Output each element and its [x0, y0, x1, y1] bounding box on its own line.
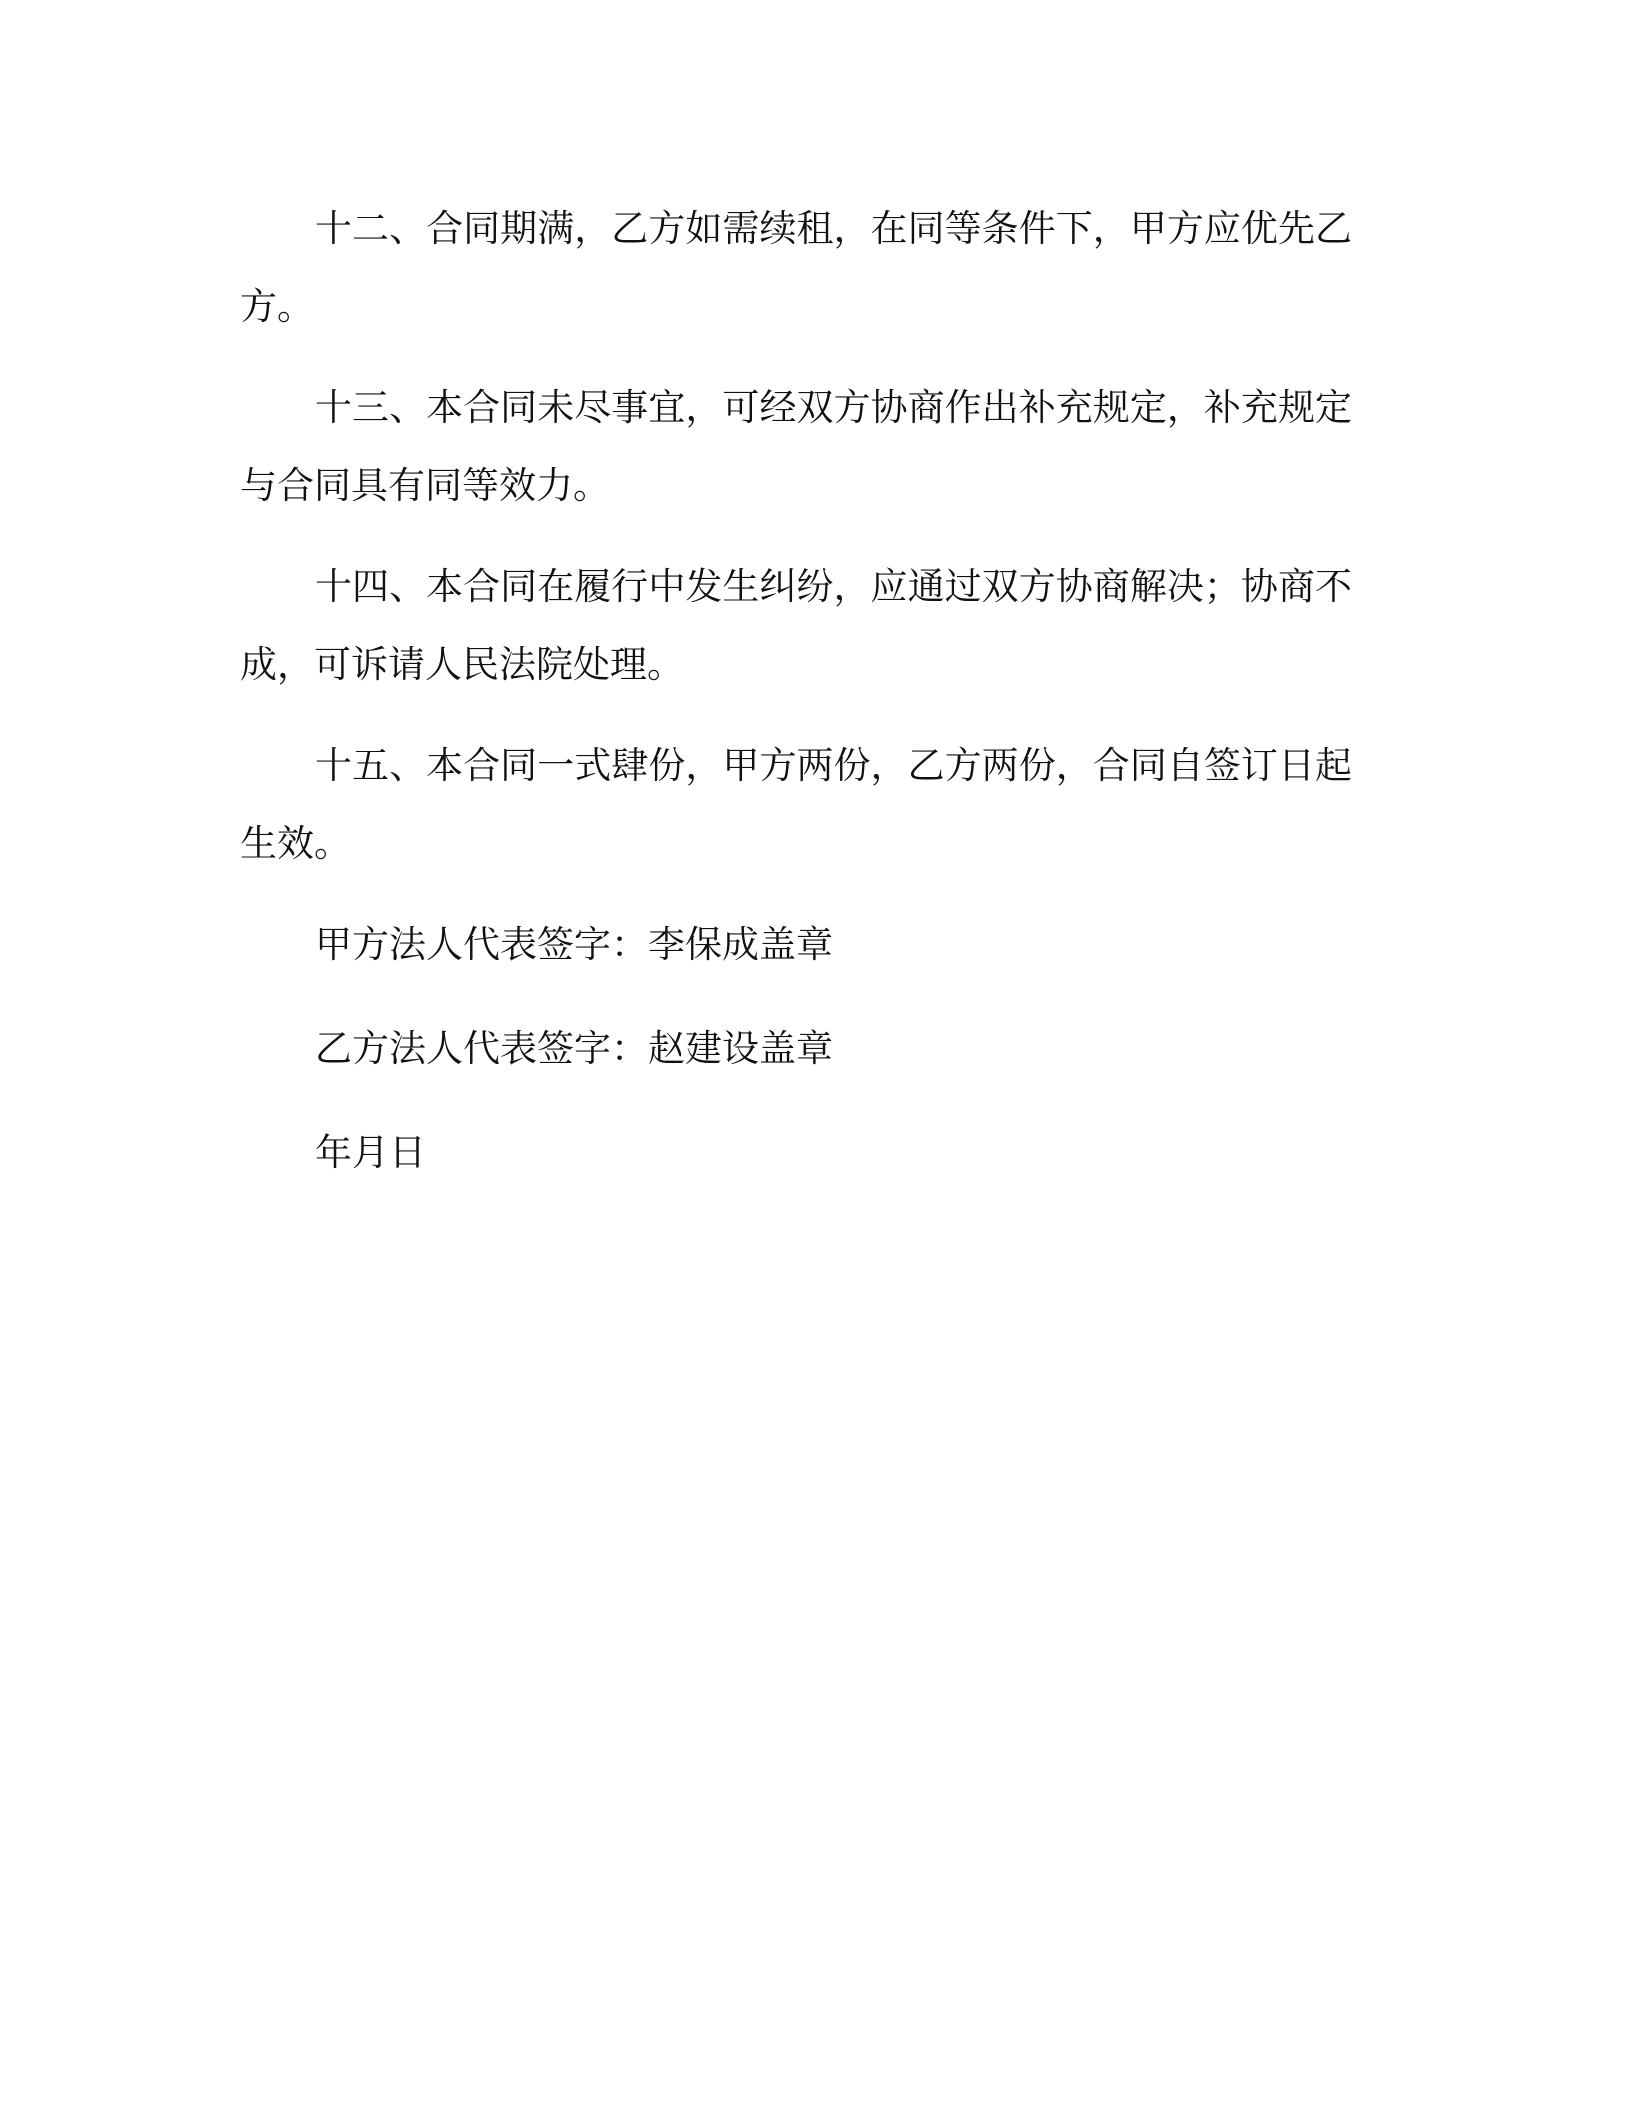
clause-14: 十四、本合同在履行中发生纠纷，应通过双方协商解决；协商不成，可诉请人民法院处理。	[240, 565, 1352, 686]
date-line: 年月日	[315, 1131, 426, 1174]
document-body	[240, 190, 1352, 1218]
party-a-signature-line: 甲方法人代表签字：李保成盖章	[315, 923, 833, 966]
clause-13: 十三、本合同未尽事宜，可经双方协商作出补充规定，补充规定与合同具有同等效力。	[240, 386, 1352, 507]
party-b-signature-line: 乙方法人代表签字：赵建设盖章	[315, 1027, 833, 1070]
clause-15: 十五、本合同一式肆份，甲方两份，乙方两份，合同自签订日起生效。	[240, 744, 1352, 865]
clause-12: 十二、合同期满，乙方如需续租，在同等条件下，甲方应优先乙方。	[240, 207, 1352, 328]
